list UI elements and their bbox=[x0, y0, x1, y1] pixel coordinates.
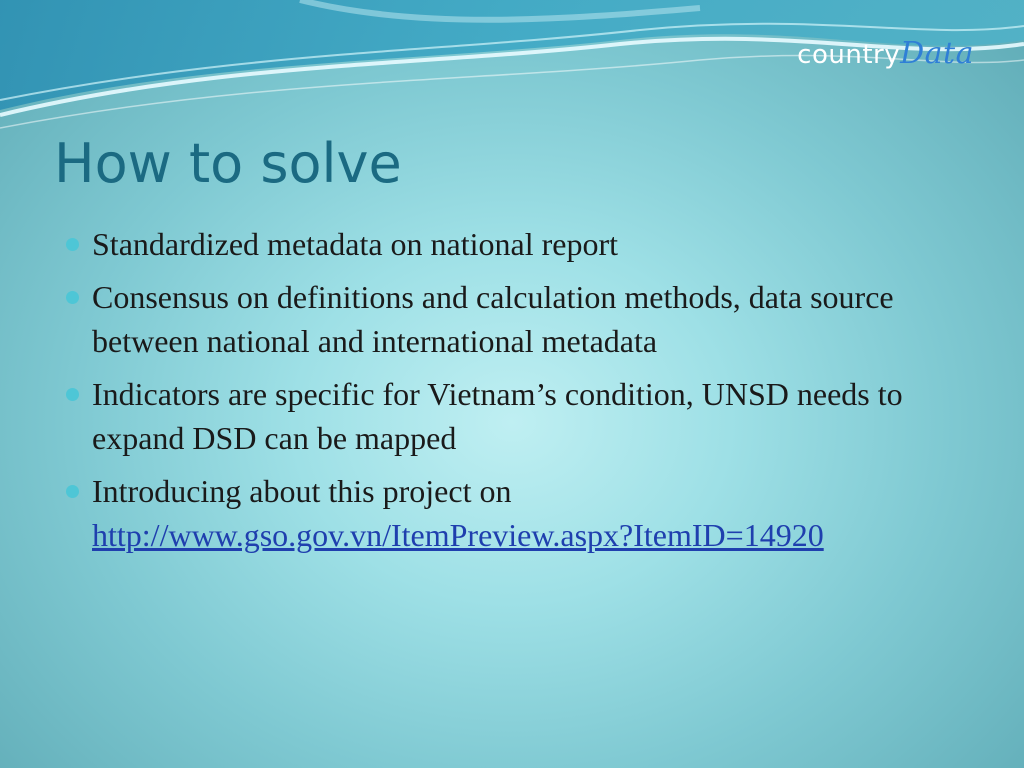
bullet-dot-icon bbox=[66, 238, 79, 251]
bullet-text: Indicators are specific for Vietnam’s condition, UNSD needs to expand DSD can be mapped bbox=[92, 376, 903, 456]
bullet-text: Introducing about this project on bbox=[92, 473, 512, 509]
logo-text-country: country bbox=[797, 40, 901, 70]
bullet-item bbox=[66, 222, 946, 266]
bullet-item bbox=[66, 469, 946, 557]
bullet-dot-icon bbox=[66, 388, 79, 401]
logo-text-data: Data bbox=[900, 36, 974, 71]
bullet-list bbox=[66, 222, 946, 566]
bullet-item bbox=[66, 275, 946, 363]
country-data-logo bbox=[797, 36, 974, 71]
project-link[interactable]: http://www.gso.gov.vn/ItemPreview.aspx?ItemID=14920 bbox=[92, 517, 824, 553]
slide-title: How to solve bbox=[54, 132, 402, 195]
bullet-item bbox=[66, 372, 946, 460]
bullet-dot-icon bbox=[66, 485, 79, 498]
bullet-text: Consensus on definitions and calculation methods, data source between national and international metadata bbox=[92, 279, 894, 359]
bullet-dot-icon bbox=[66, 291, 79, 304]
bullet-text: Standardized metadata on national report bbox=[92, 226, 619, 262]
